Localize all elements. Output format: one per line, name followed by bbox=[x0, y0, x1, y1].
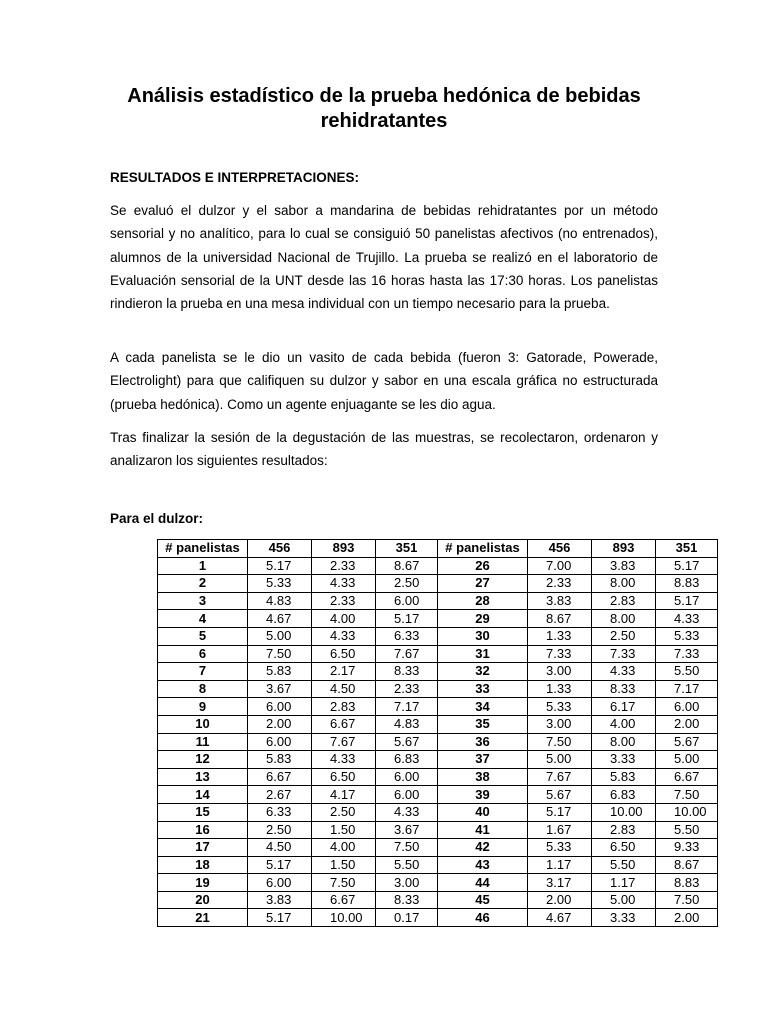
score-893-cell: 2.50 bbox=[312, 803, 376, 821]
panelist-id-cell: 4 bbox=[158, 610, 248, 628]
score-351-cell: 2.50 bbox=[376, 575, 438, 593]
score-351-cell: 2.00 bbox=[656, 715, 718, 733]
score-351-cell: 5.67 bbox=[376, 733, 438, 751]
panelist-id-cell: 29 bbox=[438, 610, 528, 628]
paragraph-3: Tras finalizar la sesión de la degustación de las muestras, se recolectaron, ordenaron y analizaron los siguientes resultados: bbox=[110, 430, 658, 469]
table-row bbox=[158, 575, 718, 593]
panelist-id-cell: 5 bbox=[158, 627, 248, 645]
score-351-cell: 3.67 bbox=[376, 821, 438, 839]
score-893-cell: 8.00 bbox=[592, 733, 656, 751]
score-351-cell: 4.33 bbox=[376, 803, 438, 821]
panelist-id-cell: 41 bbox=[438, 821, 528, 839]
score-893-cell: 7.67 bbox=[312, 733, 376, 751]
score-893-cell: 5.50 bbox=[592, 856, 656, 874]
score-351-cell: 6.00 bbox=[376, 768, 438, 786]
score-893-cell: 4.00 bbox=[592, 715, 656, 733]
score-893-cell: 3.83 bbox=[592, 557, 656, 575]
score-893-cell: 1.17 bbox=[592, 874, 656, 892]
panelist-id-cell: 43 bbox=[438, 856, 528, 874]
panelist-id-cell: 37 bbox=[438, 751, 528, 769]
score-456-cell: 4.50 bbox=[248, 839, 312, 857]
score-351-cell: 6.00 bbox=[656, 698, 718, 716]
score-456-cell: 5.83 bbox=[248, 663, 312, 681]
header-sample-351: 351 bbox=[656, 540, 718, 558]
score-893-cell: 2.83 bbox=[312, 698, 376, 716]
table-row bbox=[158, 874, 718, 892]
score-351-cell: 5.50 bbox=[376, 856, 438, 874]
header-sample-893: 893 bbox=[592, 540, 656, 558]
score-893-cell: 10.00 bbox=[312, 909, 376, 927]
score-351-cell: 2.33 bbox=[376, 680, 438, 698]
score-456-cell: 7.67 bbox=[528, 768, 592, 786]
score-456-cell: 6.00 bbox=[248, 733, 312, 751]
score-893-cell: 1.50 bbox=[312, 856, 376, 874]
score-456-cell: 4.67 bbox=[248, 610, 312, 628]
score-456-cell: 1.33 bbox=[528, 627, 592, 645]
score-456-cell: 2.67 bbox=[248, 786, 312, 804]
score-893-cell: 6.50 bbox=[592, 839, 656, 857]
panelist-id-cell: 1 bbox=[158, 557, 248, 575]
score-456-cell: 1.33 bbox=[528, 680, 592, 698]
score-351-cell: 7.50 bbox=[656, 786, 718, 804]
panelist-id-cell: 34 bbox=[438, 698, 528, 716]
table-row bbox=[158, 768, 718, 786]
table-row bbox=[158, 592, 718, 610]
score-456-cell: 7.00 bbox=[528, 557, 592, 575]
score-893-cell: 8.33 bbox=[592, 680, 656, 698]
score-456-cell: 5.17 bbox=[248, 909, 312, 927]
score-893-cell: 6.50 bbox=[312, 645, 376, 663]
panelist-id-cell: 30 bbox=[438, 627, 528, 645]
section-heading: RESULTADOS E INTERPRETACIONES: bbox=[110, 170, 360, 185]
score-893-cell: 3.33 bbox=[592, 751, 656, 769]
score-351-cell: 0.17 bbox=[376, 909, 438, 927]
panelist-id-cell: 10 bbox=[158, 715, 248, 733]
score-456-cell: 7.33 bbox=[528, 645, 592, 663]
panelist-id-cell: 20 bbox=[158, 891, 248, 909]
panelist-id-cell: 26 bbox=[438, 557, 528, 575]
score-456-cell: 7.50 bbox=[528, 733, 592, 751]
score-351-cell: 6.00 bbox=[376, 592, 438, 610]
score-456-cell: 5.17 bbox=[248, 557, 312, 575]
panelist-id-cell: 6 bbox=[158, 645, 248, 663]
panelist-id-cell: 40 bbox=[438, 803, 528, 821]
score-456-cell: 3.67 bbox=[248, 680, 312, 698]
table-heading: Para el dulzor: bbox=[110, 511, 204, 526]
score-893-cell: 2.17 bbox=[312, 663, 376, 681]
score-893-cell: 8.00 bbox=[592, 575, 656, 593]
score-351-cell: 7.67 bbox=[376, 645, 438, 663]
score-351-cell: 6.00 bbox=[376, 786, 438, 804]
score-351-cell: 8.33 bbox=[376, 663, 438, 681]
paragraph-1: Se evaluó el dulzor y el sabor a mandarina de bebidas rehidratantes por un método sensorial y no analítico, para lo cual se consiguió 50 panelistas afectivos (no entrenados), alumnos de la universidad Nacional de Trujillo. La prueba se realizó en el laboratorio de Evaluación sensorial de la UNT desde las 16 horas hasta las 17:30 horas. Los panelistas rindieron la prueba en una mesa individual con un tiempo necesario para la prueba. bbox=[110, 203, 658, 312]
score-456-cell: 6.00 bbox=[248, 874, 312, 892]
score-893-cell: 4.00 bbox=[312, 839, 376, 857]
panelist-id-cell: 46 bbox=[438, 909, 528, 927]
score-456-cell: 3.00 bbox=[528, 663, 592, 681]
table-row bbox=[158, 680, 718, 698]
score-893-cell: 4.33 bbox=[592, 663, 656, 681]
table-row bbox=[158, 557, 718, 575]
score-893-cell: 6.17 bbox=[592, 698, 656, 716]
score-456-cell: 1.67 bbox=[528, 821, 592, 839]
paragraph-2: A cada panelista se le dio un vasito de cada bebida (fueron 3: Gatorade, Powerade, Electrolight) para que califiquen su dulzor y sabor en una escala gráfica no estructurada (prueba hedónica). Como un agente enjuagante se les dio agua. bbox=[110, 350, 658, 412]
score-893-cell: 7.50 bbox=[312, 874, 376, 892]
panelist-id-cell: 15 bbox=[158, 803, 248, 821]
score-893-cell: 7.33 bbox=[592, 645, 656, 663]
score-893-cell: 2.83 bbox=[592, 592, 656, 610]
table-header-row bbox=[158, 540, 718, 558]
score-893-cell: 3.33 bbox=[592, 909, 656, 927]
score-456-cell: 5.67 bbox=[528, 786, 592, 804]
score-456-cell: 3.83 bbox=[248, 891, 312, 909]
header-sample-351: 351 bbox=[376, 540, 438, 558]
score-351-cell: 3.00 bbox=[376, 874, 438, 892]
panelist-id-cell: 44 bbox=[438, 874, 528, 892]
score-893-cell: 4.50 bbox=[312, 680, 376, 698]
score-456-cell: 5.33 bbox=[528, 839, 592, 857]
table-row bbox=[158, 663, 718, 681]
table-row bbox=[158, 891, 718, 909]
table-row bbox=[158, 803, 718, 821]
score-893-cell: 5.83 bbox=[592, 768, 656, 786]
score-351-cell: 8.83 bbox=[656, 874, 718, 892]
score-893-cell: 4.33 bbox=[312, 627, 376, 645]
table-row bbox=[158, 856, 718, 874]
score-351-cell: 8.67 bbox=[376, 557, 438, 575]
score-456-cell: 7.50 bbox=[248, 645, 312, 663]
score-351-cell: 7.17 bbox=[376, 698, 438, 716]
panelist-id-cell: 13 bbox=[158, 768, 248, 786]
panelist-id-cell: 31 bbox=[438, 645, 528, 663]
panelist-id-cell: 42 bbox=[438, 839, 528, 857]
panelist-id-cell: 19 bbox=[158, 874, 248, 892]
score-893-cell: 1.50 bbox=[312, 821, 376, 839]
score-351-cell: 8.83 bbox=[656, 575, 718, 593]
table-row bbox=[158, 698, 718, 716]
panelist-id-cell: 8 bbox=[158, 680, 248, 698]
document-title: Análisis estadístico de la prueba hedónica de bebidas rehidratantes bbox=[127, 85, 641, 132]
score-893-cell: 2.33 bbox=[312, 557, 376, 575]
score-893-cell: 6.67 bbox=[312, 715, 376, 733]
score-893-cell: 2.50 bbox=[592, 627, 656, 645]
panelist-id-cell: 11 bbox=[158, 733, 248, 751]
score-351-cell: 7.17 bbox=[656, 680, 718, 698]
score-456-cell: 6.33 bbox=[248, 803, 312, 821]
score-456-cell: 2.50 bbox=[248, 821, 312, 839]
score-351-cell: 8.67 bbox=[656, 856, 718, 874]
score-351-cell: 7.50 bbox=[376, 839, 438, 857]
header-sample-893: 893 bbox=[312, 540, 376, 558]
table-row bbox=[158, 751, 718, 769]
score-456-cell: 6.00 bbox=[248, 698, 312, 716]
panelist-id-cell: 32 bbox=[438, 663, 528, 681]
header-sample-456: 456 bbox=[248, 540, 312, 558]
score-351-cell: 6.33 bbox=[376, 627, 438, 645]
panelist-id-cell: 28 bbox=[438, 592, 528, 610]
score-893-cell: 6.50 bbox=[312, 768, 376, 786]
score-351-cell: 10.00 bbox=[656, 803, 718, 821]
panelist-id-cell: 36 bbox=[438, 733, 528, 751]
score-456-cell: 5.00 bbox=[248, 627, 312, 645]
panelist-id-cell: 45 bbox=[438, 891, 528, 909]
table-row bbox=[158, 733, 718, 751]
table-row bbox=[158, 821, 718, 839]
table-row bbox=[158, 610, 718, 628]
score-456-cell: 3.00 bbox=[528, 715, 592, 733]
score-893-cell: 4.00 bbox=[312, 610, 376, 628]
score-893-cell: 6.83 bbox=[592, 786, 656, 804]
score-351-cell: 5.17 bbox=[656, 557, 718, 575]
table-row bbox=[158, 645, 718, 663]
score-351-cell: 9.33 bbox=[656, 839, 718, 857]
score-893-cell: 4.33 bbox=[312, 751, 376, 769]
panelist-id-cell: 39 bbox=[438, 786, 528, 804]
panelist-id-cell: 14 bbox=[158, 786, 248, 804]
score-456-cell: 5.00 bbox=[528, 751, 592, 769]
score-893-cell: 2.33 bbox=[312, 592, 376, 610]
score-351-cell: 2.00 bbox=[656, 909, 718, 927]
table-row bbox=[158, 715, 718, 733]
score-456-cell: 3.17 bbox=[528, 874, 592, 892]
score-456-cell: 2.00 bbox=[248, 715, 312, 733]
score-456-cell: 5.33 bbox=[248, 575, 312, 593]
score-456-cell: 4.83 bbox=[248, 592, 312, 610]
score-893-cell: 8.00 bbox=[592, 610, 656, 628]
score-351-cell: 5.33 bbox=[656, 627, 718, 645]
score-456-cell: 5.83 bbox=[248, 751, 312, 769]
header-panelistas: # panelistas bbox=[158, 540, 248, 558]
score-351-cell: 4.83 bbox=[376, 715, 438, 733]
table-row bbox=[158, 839, 718, 857]
panelist-id-cell: 38 bbox=[438, 768, 528, 786]
header-sample-456: 456 bbox=[528, 540, 592, 558]
table-row bbox=[158, 909, 718, 927]
score-351-cell: 4.33 bbox=[656, 610, 718, 628]
score-351-cell: 7.50 bbox=[656, 891, 718, 909]
panelist-id-cell: 27 bbox=[438, 575, 528, 593]
panelist-id-cell: 33 bbox=[438, 680, 528, 698]
panelist-id-cell: 16 bbox=[158, 821, 248, 839]
score-351-cell: 7.33 bbox=[656, 645, 718, 663]
score-456-cell: 4.67 bbox=[528, 909, 592, 927]
panelist-id-cell: 9 bbox=[158, 698, 248, 716]
panelist-id-cell: 2 bbox=[158, 575, 248, 593]
panelist-id-cell: 21 bbox=[158, 909, 248, 927]
score-893-cell: 4.17 bbox=[312, 786, 376, 804]
score-456-cell: 2.33 bbox=[528, 575, 592, 593]
score-351-cell: 6.67 bbox=[656, 768, 718, 786]
score-456-cell: 3.83 bbox=[528, 592, 592, 610]
score-351-cell: 5.50 bbox=[656, 663, 718, 681]
score-351-cell: 5.17 bbox=[656, 592, 718, 610]
panelist-id-cell: 12 bbox=[158, 751, 248, 769]
score-893-cell: 6.67 bbox=[312, 891, 376, 909]
score-351-cell: 5.17 bbox=[376, 610, 438, 628]
panelist-id-cell: 7 bbox=[158, 663, 248, 681]
panelist-id-cell: 17 bbox=[158, 839, 248, 857]
score-893-cell: 4.33 bbox=[312, 575, 376, 593]
table-row bbox=[158, 786, 718, 804]
score-456-cell: 5.17 bbox=[528, 803, 592, 821]
score-351-cell: 5.50 bbox=[656, 821, 718, 839]
score-351-cell: 8.33 bbox=[376, 891, 438, 909]
sweetness-table bbox=[157, 539, 718, 927]
table-body bbox=[158, 557, 718, 926]
score-893-cell: 2.83 bbox=[592, 821, 656, 839]
score-351-cell: 5.00 bbox=[656, 751, 718, 769]
table-row bbox=[158, 627, 718, 645]
panelist-id-cell: 35 bbox=[438, 715, 528, 733]
header-panelistas: # panelistas bbox=[438, 540, 528, 558]
score-456-cell: 5.33 bbox=[528, 698, 592, 716]
score-893-cell: 5.00 bbox=[592, 891, 656, 909]
score-893-cell: 10.00 bbox=[592, 803, 656, 821]
score-456-cell: 2.00 bbox=[528, 891, 592, 909]
score-456-cell: 1.17 bbox=[528, 856, 592, 874]
score-351-cell: 5.67 bbox=[656, 733, 718, 751]
score-456-cell: 5.17 bbox=[248, 856, 312, 874]
score-456-cell: 8.67 bbox=[528, 610, 592, 628]
score-351-cell: 6.83 bbox=[376, 751, 438, 769]
score-456-cell: 6.67 bbox=[248, 768, 312, 786]
panelist-id-cell: 18 bbox=[158, 856, 248, 874]
panelist-id-cell: 3 bbox=[158, 592, 248, 610]
